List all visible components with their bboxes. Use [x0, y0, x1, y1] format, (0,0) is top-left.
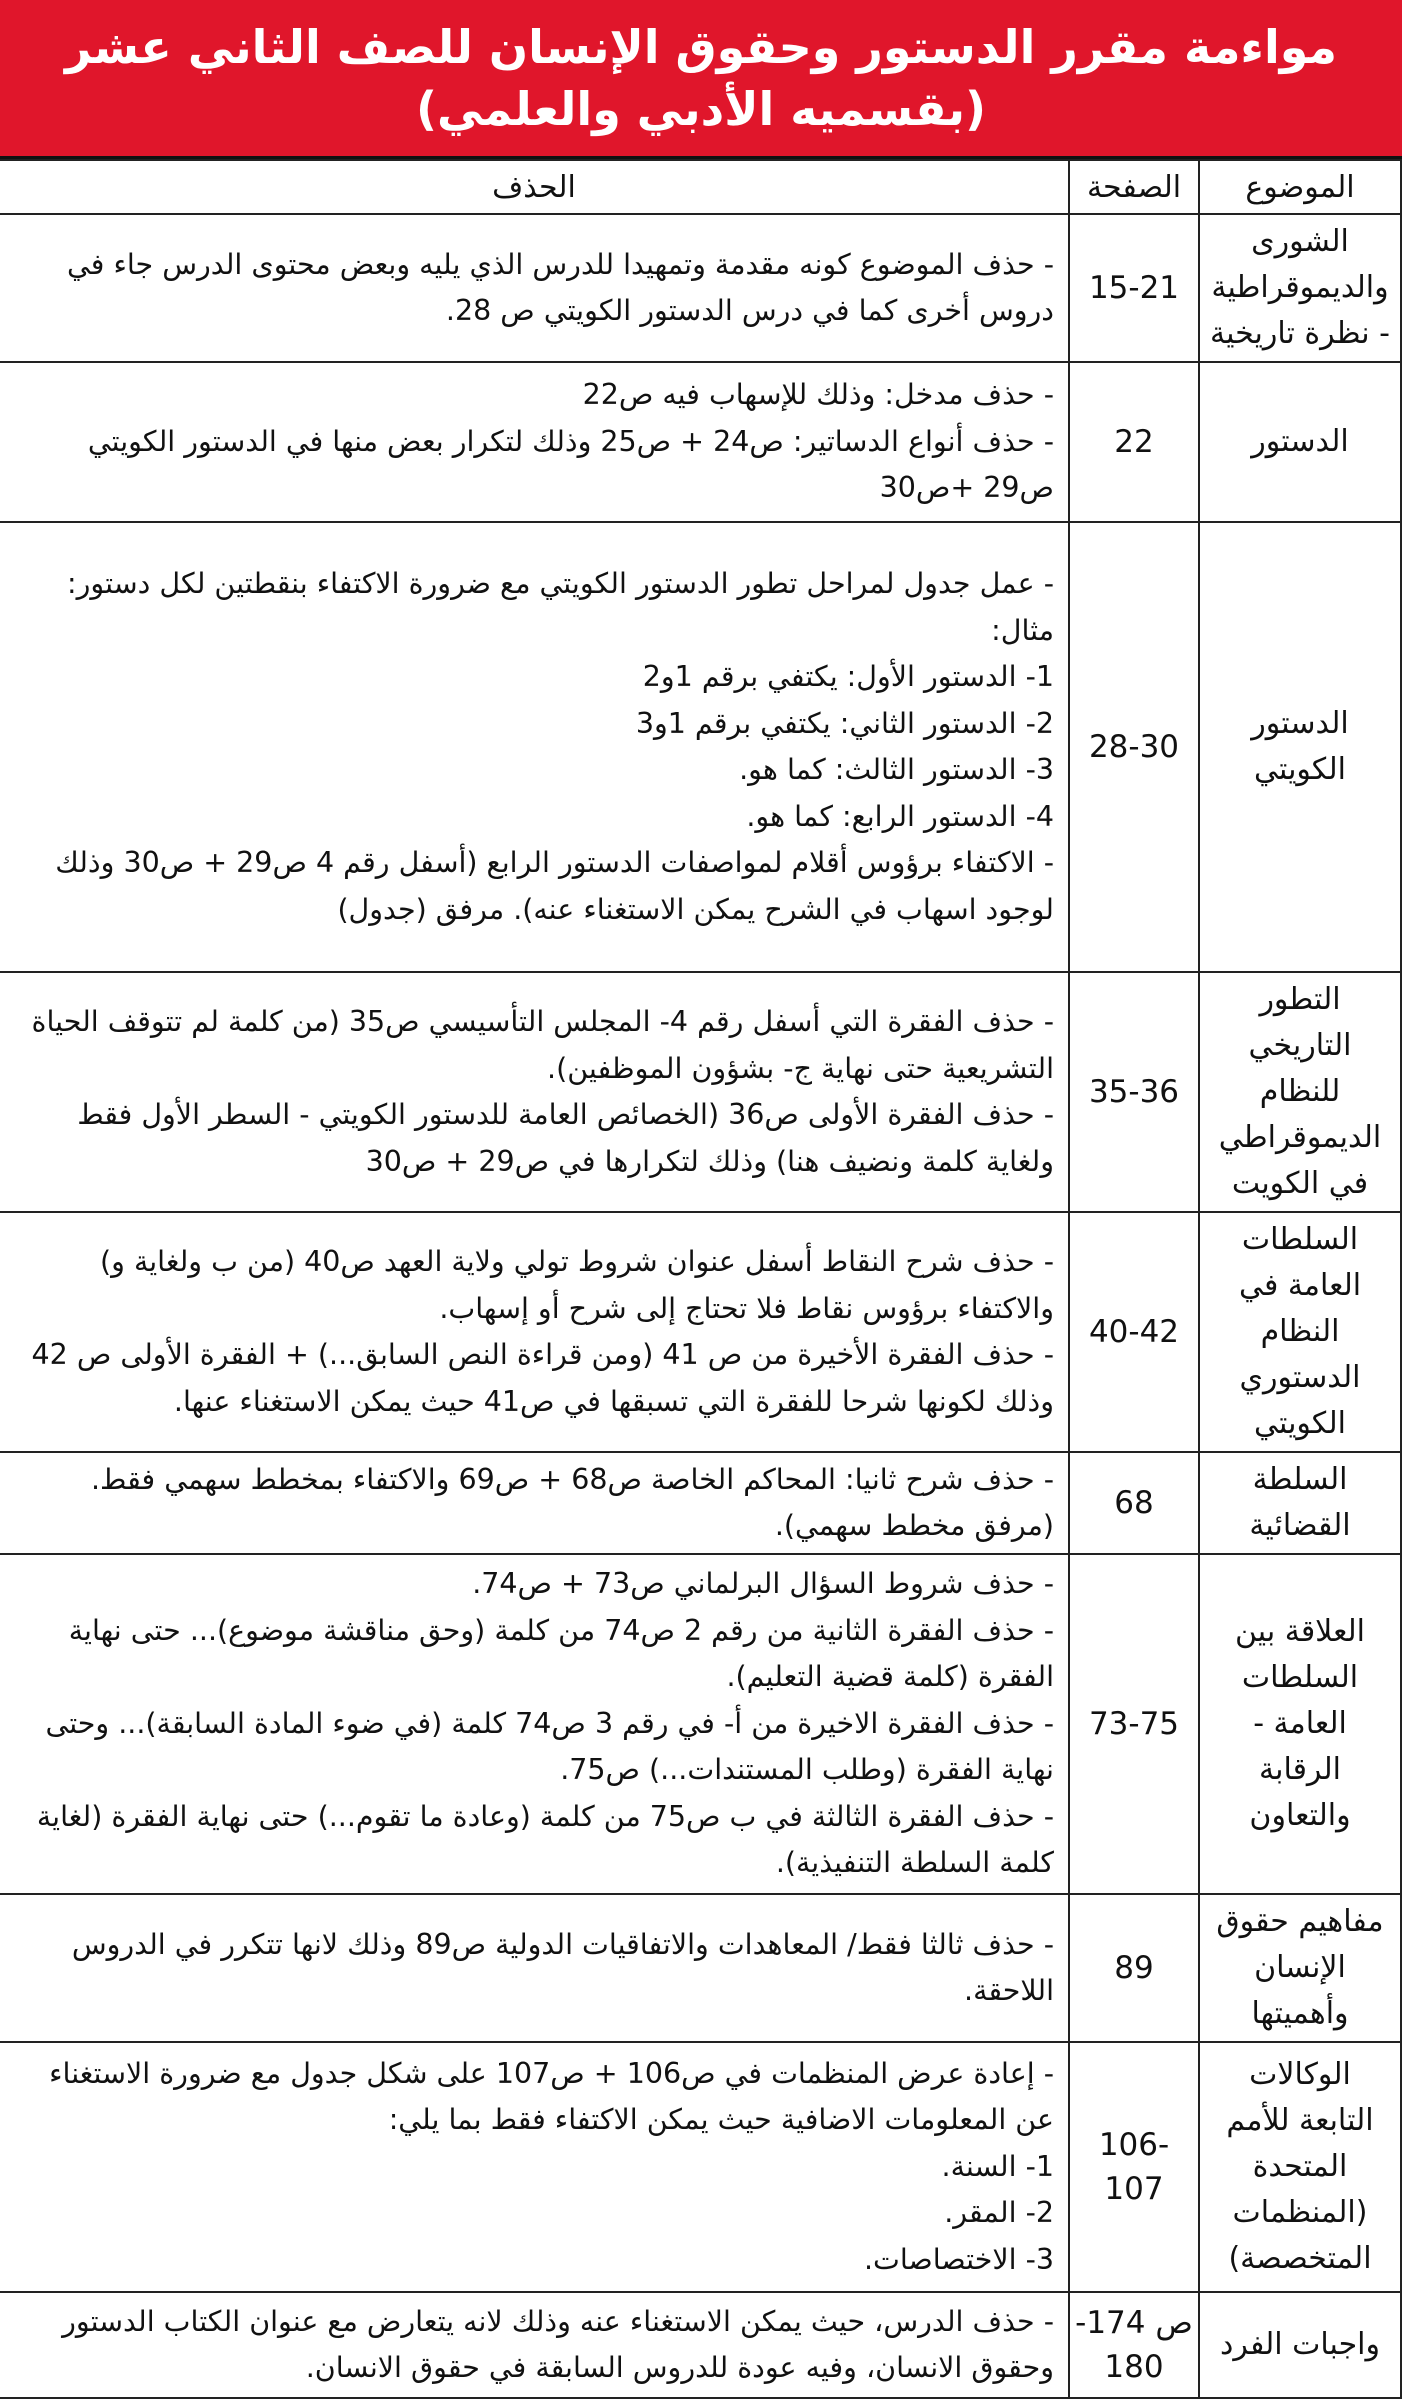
deletion-item: - حذف الفقرة الثانية من رقم 2 ص74 من كلمة (وحق مناقشة موضوع)... حتى نهاية الفقرة (كلمة قضية التعليم). [68, 1613, 1054, 1694]
row-pages: 89 [1069, 1894, 1199, 2042]
row-pages: 35-36 [1069, 972, 1199, 1212]
row-topic: مفاهيم حقوق الإنسان وأهميتها [1199, 1894, 1401, 2042]
deletion-item: - حذف الفقرة التي أسفل رقم 4- المجلس التأسيسي ص35 (من كلمة لم تتوقف الحياة التشريعية حتى نهاية ج- بشؤون الموظفين). [31, 1005, 1054, 1085]
deletion-item: - حذف شروط السؤال البرلماني ص73 + ص74. [472, 1567, 1054, 1601]
deletion-item: - حذف الموضوع كونه مقدمة وتمهيدا للدرس الذي يليه وبعض محتوى الدرس جاء في دروس أخرى كما في درس الدستور الكويتي ص 28. [67, 247, 1054, 327]
title-line-2: (بقسميه الأدبي والعلمي) [416, 82, 986, 136]
row-topic: الدستور [1199, 362, 1401, 522]
table-header-row [0, 160, 1401, 214]
deletion-item: 1- السنة. [941, 2149, 1054, 2183]
row-topic: التطور التاريخي للنظام الديموقراطي في الكويت [1199, 972, 1401, 1212]
row-topic: واجبات الفرد [1199, 2292, 1401, 2398]
table-row [0, 522, 1401, 972]
table-row [0, 1894, 1401, 2042]
deletion-item: - حذف الفقرة الاخيرة من أ- في رقم 3 ص74 كلمة (في ضوء المادة السابقة)... وحتى نهاية الفقرة (وطلب المستندات...) ص75. [45, 1706, 1054, 1787]
deletion-item: - حذف الفقرة الثالثة في ب ص75 من كلمة (وعادة ما تقوم...) حتى نهاية الفقرة (لغاية كلمة السلطة التنفيذية). [36, 1799, 1054, 1880]
table-row [0, 1554, 1401, 1894]
deletion-item: 2- المقر. [944, 2196, 1054, 2230]
row-pages: 22 [1069, 362, 1199, 522]
title-line-1: مواءمة مقرر الدستور وحقوق الإنسان للصف الثاني عشر [64, 20, 1338, 74]
deletion-item: مثال: [991, 613, 1054, 647]
row-deletion [0, 972, 1069, 1212]
row-topic: السلطة القضائية [1199, 1452, 1401, 1554]
table-body [0, 214, 1401, 2398]
row-deletion [0, 2042, 1069, 2292]
row-pages: 106-107 [1069, 2042, 1199, 2292]
deletion-item: - حذف أنواع الدساتير: ص24 + ص25 وذلك لتكرار بعض منها في الدستور الكويتي ص29 +ص30 [87, 424, 1054, 505]
table-row [0, 2042, 1401, 2292]
deletion-item: - حذف شرح النقاط أسفل عنوان شروط تولي ولاية العهد ص40 (من ب ولغاية و) والاكتفاء برؤوس نقاط فلا تحتاج إلى شرح أو إسهاب. [100, 1245, 1054, 1325]
deletion-item: 1- الدستور الأول: يكتفي برقم 1و2 [642, 660, 1054, 693]
row-pages: 73-75 [1069, 1554, 1199, 1894]
row-deletion [0, 1894, 1069, 2042]
row-topic: السلطات العامة في النظام الدستوري الكويتي [1199, 1212, 1401, 1452]
row-topic: الشورى والديموقراطية - نظرة تاريخية [1199, 214, 1401, 362]
column-header-deletion: الحذف [0, 160, 1069, 214]
table-row [0, 214, 1401, 362]
row-deletion [0, 362, 1069, 522]
row-pages: ص 174-180 [1069, 2292, 1199, 2398]
table-row [0, 1212, 1401, 1452]
column-header-pages: الصفحة [1069, 160, 1199, 214]
deletion-item: - إعادة عرض المنظمات في ص106 + ص107 على شكل جدول مع ضرورة الاستغناء عن المعلومات الاضافية حيث يمكن الاكتفاء فقط بما يلي: [49, 2056, 1054, 2137]
deletion-item: - حذف شرح ثانيا: المحاكم الخاصة ص68 + ص69 والاكتفاء بمخطط سهمي فقط. (مرفق مخطط سهمي). [91, 1462, 1054, 1542]
deletion-item: - حذف مدخل: وذلك للإسهاب فيه ص22 [582, 378, 1054, 412]
deletion-item: 2- الدستور الثاني: يكتفي برقم 1و3 [635, 706, 1054, 740]
row-deletion [0, 1554, 1069, 1894]
deletion-item: - حذف الفقرة الأولى ص36 (الخصائص العامة للدستور الكويتي - السطر الأول فقط ولغاية كلمة ونضيف هنا) وذلك لتكرارها في ص29 + ص30 [77, 1098, 1054, 1178]
column-header-topic: الموضوع [1199, 160, 1401, 214]
row-deletion [0, 1212, 1069, 1452]
table-row [0, 2292, 1401, 2398]
row-pages: 40-42 [1069, 1212, 1199, 1452]
row-topic: الدستور الكويتي [1199, 522, 1401, 972]
table-row [0, 972, 1401, 1212]
deletion-item: - الاكتفاء برؤوس أقلام لمواصفات الدستور الرابع (أسفل رقم 4 ص29 + ص30 وذلك لوجود اسهاب في الشرح يمكن الاستغناء عنه). مرفق (جدول) [55, 846, 1054, 926]
deletion-item: - حذف الدرس، حيث يمكن الاستغناء عنه وذلك لانه يتعارض مع عنوان الكتاب الدستور وحقوق الانسان، وفيه عودة للدروس السابقة في حقوق الانسان. [62, 2304, 1054, 2384]
table-row [0, 1452, 1401, 1554]
title-banner [0, 0, 1402, 159]
deletion-item: 3- الدستور الثالث: كما هو. [739, 753, 1054, 786]
row-pages: 68 [1069, 1452, 1199, 1554]
deletion-item: 3- الاختصاصات. [863, 2242, 1054, 2276]
row-deletion [0, 2292, 1069, 2398]
row-deletion [0, 214, 1069, 362]
deletion-item: - حذف ثالثا فقط/ المعاهدات والاتفاقيات الدولية ص89 وذلك لانها تتكرر في الدروس اللاحقة. [71, 1927, 1054, 2007]
deletions-table [0, 159, 1402, 2399]
table-row [0, 362, 1401, 522]
row-pages: 28-30 [1069, 522, 1199, 972]
row-deletion [0, 1452, 1069, 1554]
deletion-item: - عمل جدول لمراحل تطور الدستور الكويتي مع ضرورة الاكتفاء بنقطتين لكل دستور: [67, 567, 1054, 600]
deletion-item: 4- الدستور الرابع: كما هو. [746, 799, 1054, 833]
deletion-item: - حذف الفقرة الأخيرة من ص 41 (ومن قراءة النص السابق...) + الفقرة الأولى ص 42 وذلك لكونها شرحا للفقرة التي تسبقها في ص41 حيث يمكن الاستغناء عنها. [31, 1338, 1054, 1418]
row-pages: 15-21 [1069, 214, 1199, 362]
row-deletion [0, 522, 1069, 972]
row-topic: العلاقة بين السلطات العامة - الرقابة والتعاون [1199, 1554, 1401, 1894]
row-topic: الوكالات التابعة للأمم المتحدة (المنظمات المتخصصة) [1199, 2042, 1401, 2292]
